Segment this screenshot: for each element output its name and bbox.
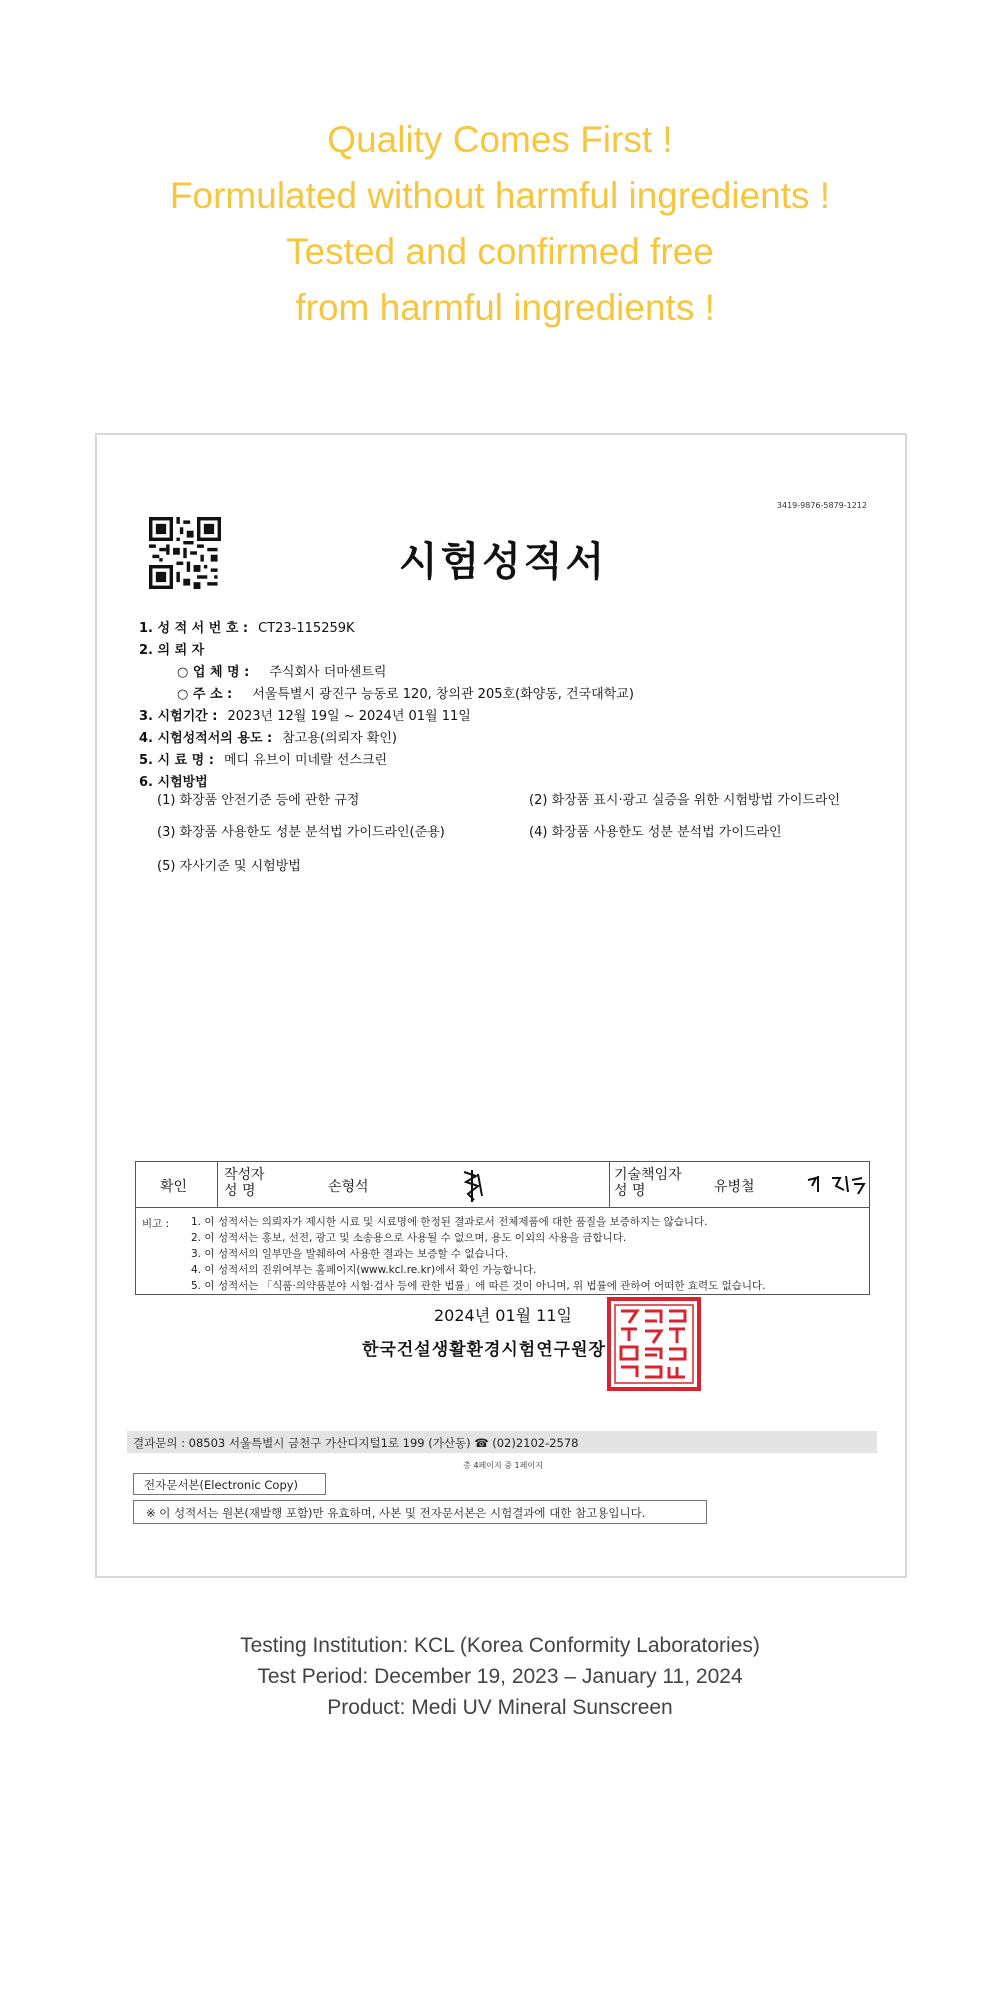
period-label: 3. 시험기간 :	[139, 709, 218, 724]
caption-product: Product: Medi UV Mineral Sunscreen	[327, 1696, 673, 1719]
tech-label-2: 성 명	[614, 1183, 646, 1199]
tech-label	[614, 1167, 682, 1199]
sample-name: 메디 유브이 미네랄 선스크린	[223, 753, 388, 768]
headline-line-2: Formulated without harmful ingredients !	[169, 175, 831, 216]
headline-line-4: from harmful ingredients !	[285, 287, 715, 328]
institute-name: 한국건설생활환경시험연구원장	[362, 1340, 606, 1360]
purpose-row	[139, 727, 397, 746]
writer-signature-icon	[458, 1166, 488, 1204]
company-row	[177, 661, 386, 680]
serial-number: 3419-9876-5879-1212	[776, 501, 867, 510]
certificate-title: 시험성적서	[398, 539, 608, 585]
notes-section	[136, 1208, 869, 1296]
writer-label	[224, 1167, 265, 1199]
method-item: (5) 자사기준 및 시험방법	[157, 859, 301, 874]
purpose: 참고용(의뢰자 확인)	[282, 731, 397, 746]
headline	[0, 112, 1000, 336]
tech-name: 유병철	[714, 1179, 755, 1195]
confirm-label: 확인	[160, 1179, 188, 1195]
method-item: (4) 화장품 사용한도 성분 분석법 가이드라인	[529, 825, 782, 840]
method-label: 6. 시험방법	[139, 775, 208, 790]
note-item: 3. 이 성적서의 일부만을 발췌하여 사용한 결과는 보증할 수 없습니다.	[191, 1248, 509, 1260]
signature-row	[136, 1162, 869, 1208]
caption	[0, 1630, 1000, 1723]
company-name: 주식회사 더마센트릭	[269, 665, 387, 680]
confirm-cell	[136, 1162, 218, 1208]
writer-name: 손형석	[328, 1179, 369, 1195]
official-seal-icon	[607, 1297, 701, 1391]
issue-date: 2024년 01월 11일	[434, 1306, 572, 1325]
report-number: CT23-115259K	[258, 621, 355, 636]
address: 서울특별시 광진구 능동로 120, 창의관 205호(화양동, 건국대학교)	[252, 687, 634, 702]
notes-label: 비고 :	[142, 1218, 170, 1230]
company-label: ○ 업 체 명 :	[177, 665, 250, 680]
note-item: 2. 이 성적서는 홍보, 선전, 광고 및 소송용으로 사용될 수 없으며, 용도 이외의 사용을 금합니다.	[191, 1232, 627, 1244]
address-label: ○ 주 소 :	[177, 687, 233, 702]
sample-label: 5. 시 료 명 :	[139, 753, 214, 768]
writer-label-1: 작성자	[224, 1167, 265, 1183]
client-row	[139, 639, 204, 658]
page-count: 총 4페이지 중 1페이지	[463, 1461, 543, 1470]
client-label: 2. 의 뢰 자	[139, 643, 205, 658]
method-item: (2) 화장품 표시·광고 실증을 위한 시험방법 가이드라인	[529, 793, 841, 808]
tech-label-1: 기술책임자	[614, 1167, 682, 1183]
signature-table	[135, 1161, 870, 1295]
writer-cell	[218, 1162, 610, 1208]
period: 2023년 12월 19일 ~ 2024년 01월 11일	[227, 709, 471, 724]
method-item: (3) 화장품 사용한도 성분 분석법 가이드라인(준용)	[157, 825, 445, 840]
headline-line-1: Quality Comes First !	[327, 119, 673, 160]
electronic-copy-label: 전자문서본(Electronic Copy)	[133, 1473, 326, 1495]
address-row	[177, 683, 634, 702]
note-item: 4. 이 성적서의 진위여부는 홈페이지(www.kcl.re.kr)에서 확인 가능합니다.	[191, 1264, 537, 1276]
method-item: (1) 화장품 안전기준 등에 관한 규정	[157, 793, 360, 808]
tech-signature-icon	[806, 1172, 868, 1198]
contact-bar: 결과문의 : 08503 서울특별시 금천구 가산디지털1로 199 (가산동) ☎ (02)2102-2578	[127, 1431, 877, 1453]
period-row	[139, 705, 471, 724]
purpose-label: 4. 시험성적서의 용도 :	[139, 731, 273, 746]
caption-institution: Testing Institution: KCL (Korea Conformity Laboratories)	[240, 1634, 760, 1657]
caption-period: Test Period: December 19, 2023 – January 11, 2024	[257, 1665, 743, 1688]
method-row	[139, 771, 208, 790]
report-number-row	[139, 617, 355, 636]
test-certificate	[95, 433, 907, 1578]
note-item: 1. 이 성적서는 의뢰자가 제시한 시료 및 시료명에 한정된 결과로서 전체제품에 대한 품질을 보증하지는 않습니다.	[191, 1216, 708, 1228]
headline-line-3: Tested and confirmed free	[286, 231, 714, 272]
note-item: 5. 이 성적서는 「식품·의약품분야 시험·검사 등에 관한 법률」에 따른 것이 아니며, 위 법률에 관하여 어떠한 효력도 없습니다.	[191, 1280, 766, 1292]
sample-row	[139, 749, 387, 768]
tech-cell	[610, 1162, 871, 1208]
report-number-label: 1. 성 적 서 번 호 :	[139, 621, 249, 636]
writer-label-2: 성 명	[224, 1183, 256, 1199]
disclaimer: ※ 이 성적서는 원본(재발행 포함)만 유효하며, 사본 및 전자문서본은 시험결과에 대한 참고용입니다.	[133, 1500, 707, 1524]
